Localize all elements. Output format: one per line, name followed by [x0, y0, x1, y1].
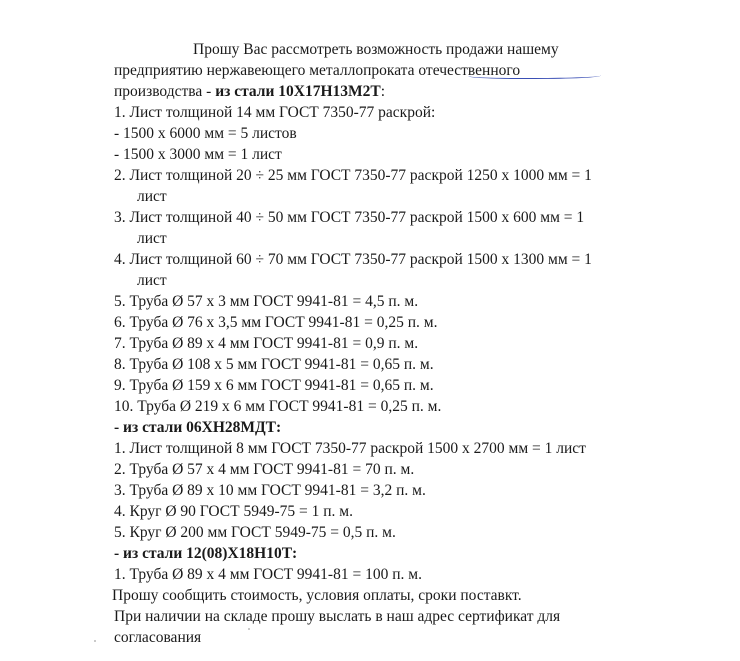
intro-line-2 [114, 61, 520, 81]
scan-speck [94, 640, 96, 642]
scan-speck [248, 628, 250, 630]
steel-grade-3-heading: - из стали 12(08)Х18Н10Т: [114, 545, 298, 562]
intro-line-2-text: предприятию нержавеющего металлопроката [114, 62, 419, 79]
list-item: 9. Труба Ø 159 х 6 мм ГОСТ 9941-81 = 0,65 п. м. [114, 377, 434, 394]
handwritten-underline [468, 72, 601, 79]
list-item: 3. Труба Ø 89 х 10 мм ГОСТ 9941-81 = 3,2 п. м. [114, 482, 426, 499]
intro-line-1: Прошу Вас рассмотреть возможность продажи нашему [193, 41, 559, 58]
list-item-continuation: лист [137, 230, 167, 247]
intro-line-3-text: производства - [114, 83, 216, 100]
steel-grade-2-heading: - из стали 06ХН28МДТ: [114, 419, 282, 436]
list-item: 5. Труба Ø 57 х 3 мм ГОСТ 9941-81 = 4,5 п. м. [114, 293, 419, 310]
list-item: 5. Круг Ø 200 мм ГОСТ 5949-75 = 0,5 п. м. [114, 524, 396, 541]
list-item: 2. Труба Ø 57 х 4 мм ГОСТ 9941-81 = 70 п. м. [114, 461, 415, 478]
list-item: - 1500 х 3000 мм = 1 лист [114, 146, 282, 163]
closing-line-3: согласования [114, 629, 202, 646]
list-item: 3. Лист толщиной 40 ÷ 50 мм ГОСТ 7350-77 раскрой 1500 х 600 мм = 1 [114, 209, 585, 226]
list-item: 4. Лист толщиной 60 ÷ 70 мм ГОСТ 7350-77 раскрой 1500 х 1300 мм = 1 [114, 251, 592, 268]
list-item: 1. Лист толщиной 14 мм ГОСТ 7350-77 раскрой: [114, 104, 436, 121]
list-item: 10. Труба Ø 219 х 6 мм ГОСТ 9941-81 = 0,25 п. м. [114, 398, 442, 415]
intro-line-3-colon: : [380, 83, 386, 100]
list-item: 1. Лист толщиной 8 мм ГОСТ 7350-77 раскрой 1500 х 2700 мм = 1 лист [114, 440, 586, 457]
list-item: 1. Труба Ø 89 х 4 мм ГОСТ 9941-81 = 100 п. м. [114, 566, 422, 583]
steel-grade-1-heading: из стали 10Х17Н13М2Т [215, 83, 381, 100]
list-item: 4. Круг Ø 90 ГОСТ 5949-75 = 1 п. м. [114, 503, 353, 520]
list-item: 7. Труба Ø 89 х 4 мм ГОСТ 9941-81 = 0,9 п. м. [114, 335, 419, 352]
list-item: 8. Труба Ø 108 х 5 мм ГОСТ 9941-81 = 0,65 п. м. [114, 356, 434, 373]
list-item-continuation: лист [137, 272, 167, 289]
intro-line-3 [114, 82, 385, 102]
list-item: 6. Труба Ø 76 х 3,5 мм ГОСТ 9941-81 = 0,25 п. м. [114, 314, 438, 331]
closing-line-1: Прошу сообщить стоимость, условия оплаты, сроки поставкт. [112, 587, 522, 604]
list-item: - 1500 х 6000 мм = 5 листов [114, 125, 297, 142]
list-item-continuation: лист [137, 188, 167, 205]
underlined-word: отечественного [418, 62, 521, 79]
closing-line-2: При наличии на складе прошу выслать в наш адрес сертификат для [114, 608, 561, 625]
list-item: 2. Лист толщиной 20 ÷ 25 мм ГОСТ 7350-77 раскрой 1250 х 1000 мм = 1 [114, 167, 592, 184]
